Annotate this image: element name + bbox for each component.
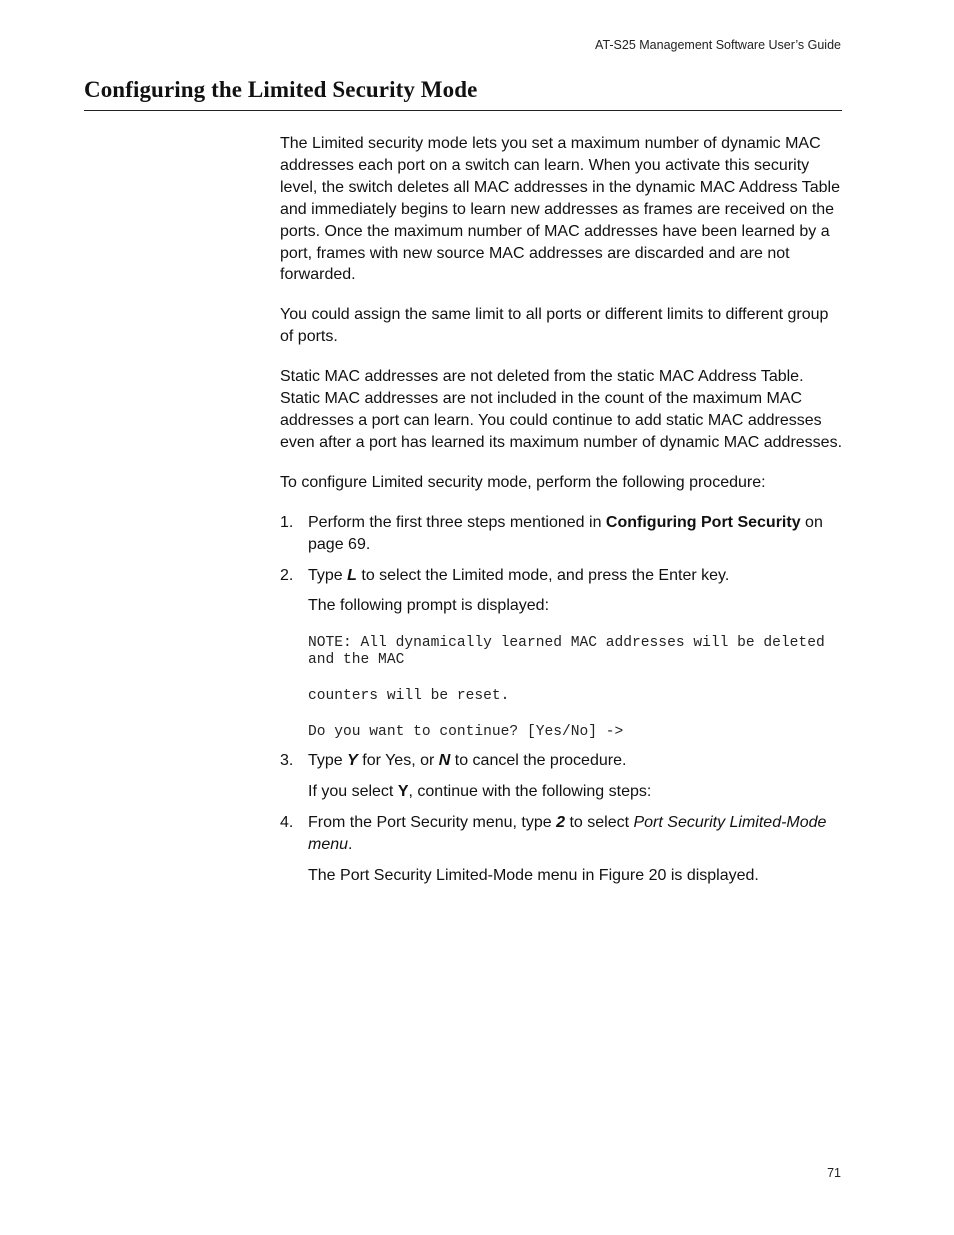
step-note: [308, 781, 846, 803]
step-text-part: for Yes, or: [357, 752, 439, 770]
static-mac-paragraph: Static MAC addresses are not deleted from the static MAC Address Table. Static MAC addresses are not included in the count of the maximum MAC addresses a port can learn. You could continue to add static MAC addresses even after a port has learned its maximum number of dynamic MAC addresses.: [280, 368, 843, 451]
step-number: 2.: [280, 566, 294, 584]
menu-name: Port Security Limited-Mode menu: [308, 814, 827, 854]
step-text-part: .: [348, 836, 353, 854]
step-text-part: Type: [308, 566, 348, 584]
key-name: Y: [347, 752, 358, 770]
title-rule: [84, 110, 842, 111]
step-number: 3.: [280, 752, 294, 770]
step-text-part: Perform the first three steps mentioned in: [308, 513, 606, 531]
procedure-steps: [280, 512, 846, 887]
page-number: 71: [827, 1166, 841, 1180]
body-text: [280, 133, 846, 896]
key-name: 2: [556, 814, 565, 832]
prompt-line: NOTE: All dynamically learned MAC addresses will be deleted and the MAC: [308, 635, 825, 669]
intro-paragraph: The Limited security mode lets you set a maximum number of dynamic MAC addresses each port on a switch can learn. When you activate this security level, the switch deletes all MAC addresses in the dynamic MAC Address Table and immediately begins to learn new addresses as frames are received on the ports. Once the maximum number of MAC addresses have been learned by a port, frames with new source MAC addresses are discarded and are not forwarded.: [280, 135, 840, 284]
prompt-line: Do you want to continue? [Yes/No] ->: [308, 724, 624, 741]
step-text-part: on page 69.: [308, 513, 823, 553]
step-text: [308, 812, 846, 856]
prompt-line: counters will be reset.: [308, 688, 510, 705]
step-1: [280, 512, 846, 556]
step-note: The Port Security Limited-Mode menu in Figure 20 is displayed.: [308, 866, 759, 884]
step-text-part: Type: [308, 752, 348, 770]
limit-paragraph: You could assign the same limit to all ports or different limits to different group of ports.: [280, 306, 829, 346]
step-text-part: From the Port Security menu, type: [308, 814, 557, 832]
key-name: Y: [397, 783, 409, 801]
procedure-intro: To configure Limited security mode, perform the following procedure:: [280, 473, 766, 491]
step-text-part: to select the Limited mode, and press the Enter key.: [356, 566, 730, 584]
key-name: N: [438, 752, 451, 770]
step-4: [280, 812, 846, 887]
step-2: [280, 565, 846, 742]
step-text: [308, 750, 846, 772]
step-note-part: If you select: [308, 783, 398, 801]
section-title: Configuring the Limited Security Mode: [84, 77, 478, 102]
step-note: The following prompt is displayed:: [308, 597, 550, 615]
step-text: [308, 512, 846, 556]
cross-reference-link[interactable]: Configuring Port Security: [605, 513, 801, 531]
step-text-part: to select: [565, 814, 634, 832]
running-header: AT-S25 Management Software User’s Guide: [595, 38, 841, 52]
key-name: L: [347, 566, 357, 584]
step-number: 1.: [280, 513, 294, 531]
step-text-part: to cancel the procedure.: [450, 752, 627, 770]
step-3: [280, 750, 846, 803]
step-note-part: , continue with the following steps:: [408, 783, 652, 801]
step-number: 4.: [280, 814, 294, 832]
console-prompt: [308, 635, 846, 741]
step-text: [308, 565, 846, 587]
